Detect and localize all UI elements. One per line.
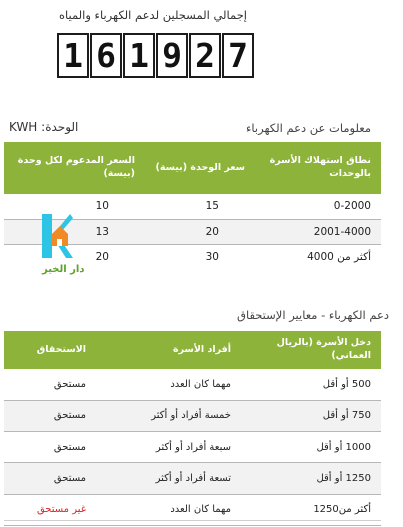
income-cell: 500 أو أقل: [241, 369, 381, 400]
column-header: الاستحقاق: [4, 331, 96, 369]
eligibility-table: [4, 331, 381, 526]
counter-digit: 9: [156, 33, 188, 78]
table-row: [4, 400, 381, 431]
column-header: أفراد الأسرة: [96, 331, 241, 369]
family-size-cell: مهما كان العدد: [96, 494, 241, 525]
consumption-range: 0-2000: [333, 200, 371, 213]
counter-title: إجمالي المسجلين لدعم الكهرباء والمياه: [59, 8, 247, 22]
divider: [4, 520, 381, 521]
subsidized-price-cell: 10: [4, 194, 145, 219]
unit-price-cell: 20: [145, 219, 255, 244]
family-size-cell: مهما كان العدد: [96, 369, 241, 400]
table-row: [4, 369, 381, 400]
consumption-range-cell: [255, 194, 381, 219]
column-header: نطاق استهلاك الأسرة بالوحدات: [255, 142, 381, 194]
counter-digit: 2: [189, 33, 221, 78]
counter-digit: 7: [222, 33, 254, 78]
family-size-cell: سبعة أفراد أو أكثر: [96, 432, 241, 463]
column-header: السعر المدعوم لكل وحدة (بيسة): [4, 142, 145, 194]
income-cell: أكثر من1250: [241, 494, 381, 525]
consumption-range-cell: أكثر من 4000: [307, 250, 371, 263]
watermark-text: دار الخير: [42, 264, 85, 275]
table-header-row: [4, 142, 381, 194]
criteria-section-title: دعم الكهرباء - معايير الإستحقاق: [237, 308, 389, 322]
family-size-cell: خمسة أفراد أو أكثر: [96, 400, 241, 431]
k-logo-icon: [40, 212, 74, 260]
eligibility-cell: مستحق: [4, 432, 96, 463]
subsidized-price-cell: 20: [95, 250, 109, 263]
counter-digit: 1: [123, 33, 155, 78]
counter-digit: 6: [90, 33, 122, 78]
eligibility-cell-not-eligible: غير مستحق: [4, 494, 96, 525]
eligibility-cell: مستحق: [4, 463, 96, 494]
column-header: سعر الوحدة (بيسة): [145, 142, 255, 194]
table-row: [4, 432, 381, 463]
income-cell: 1000 أو أقل: [241, 432, 381, 463]
unit-price-cell: 15: [145, 194, 255, 219]
dar-alkhair-watermark: [40, 212, 85, 282]
column-header: دخل الأسرة (بالريال العماني): [241, 331, 381, 369]
unit-label: الوحدة: KWH: [9, 120, 79, 134]
counter-digit: 1: [57, 33, 89, 78]
consumption-range-cell: [255, 219, 381, 244]
unit-price-cell: 30: [205, 250, 219, 263]
eligibility-cell: مستحق: [4, 400, 96, 431]
eligibility-cell: مستحق: [4, 369, 96, 400]
subsidized-price-cell: 13: [4, 219, 145, 244]
info-section-title: معلومات عن دعم الكهرباء: [246, 121, 371, 135]
table-row: [4, 463, 381, 494]
consumption-range: 2001-4000: [313, 225, 371, 238]
family-size-cell: تسعة أفراد أو أكثر: [96, 463, 241, 494]
income-cell: 1250 أو أقل: [241, 463, 381, 494]
income-cell: 750 أو أقل: [241, 400, 381, 431]
table-header-row: [4, 331, 381, 369]
registrants-counter: [57, 33, 255, 78]
